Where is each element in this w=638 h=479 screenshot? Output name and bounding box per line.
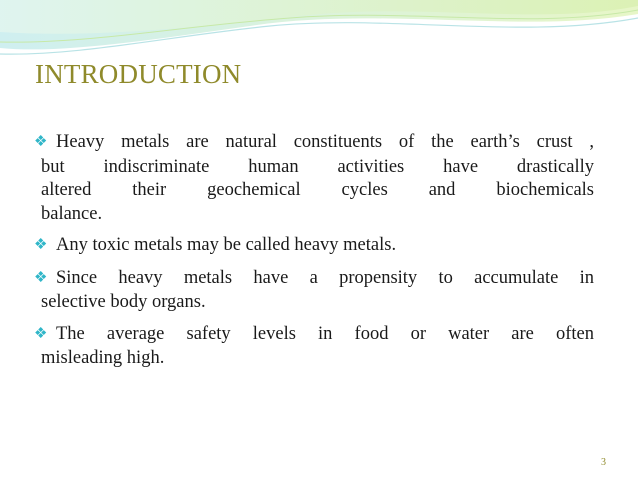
- bullet-item-toxic-metals: [34, 234, 594, 259]
- bullet-text: Heavy metals are natural constituents of the earth’s crust ,: [56, 132, 594, 152]
- bullet-text-continuation: but indiscriminate human activities have drastically: [41, 156, 594, 177]
- bullet-text-continuation: misleading high.: [41, 348, 165, 368]
- bullet-text-continuation: altered their geochemical cycles and biochemicals: [41, 180, 594, 200]
- bullet-text-continuation: selective body organs.: [41, 292, 206, 312]
- diamond-cluster-icon: ❖: [34, 325, 48, 342]
- diamond-cluster-icon: ❖: [34, 269, 48, 286]
- bullet-text-continuation: balance.: [41, 203, 103, 224]
- bullet-text: Since heavy metals have a propensity to accumulate in: [56, 267, 594, 288]
- page-number: 3: [601, 457, 606, 468]
- header-wave-decoration: [0, 0, 638, 60]
- slide-title: INTRODUCTION: [35, 59, 242, 89]
- diamond-cluster-icon: ❖: [34, 237, 48, 253]
- bullet-text: Any toxic metals may be called heavy metals.: [56, 235, 397, 255]
- bullet-item-accumulate: [34, 267, 594, 315]
- bullet-item-safety-levels: [34, 323, 594, 371]
- bullet-item-heavy-metals: [34, 131, 594, 226]
- diamond-cluster-icon: ❖: [34, 134, 48, 150]
- slide-bullet-list: [34, 131, 594, 379]
- bullet-text: The average safety levels in food or water are often: [56, 323, 594, 344]
